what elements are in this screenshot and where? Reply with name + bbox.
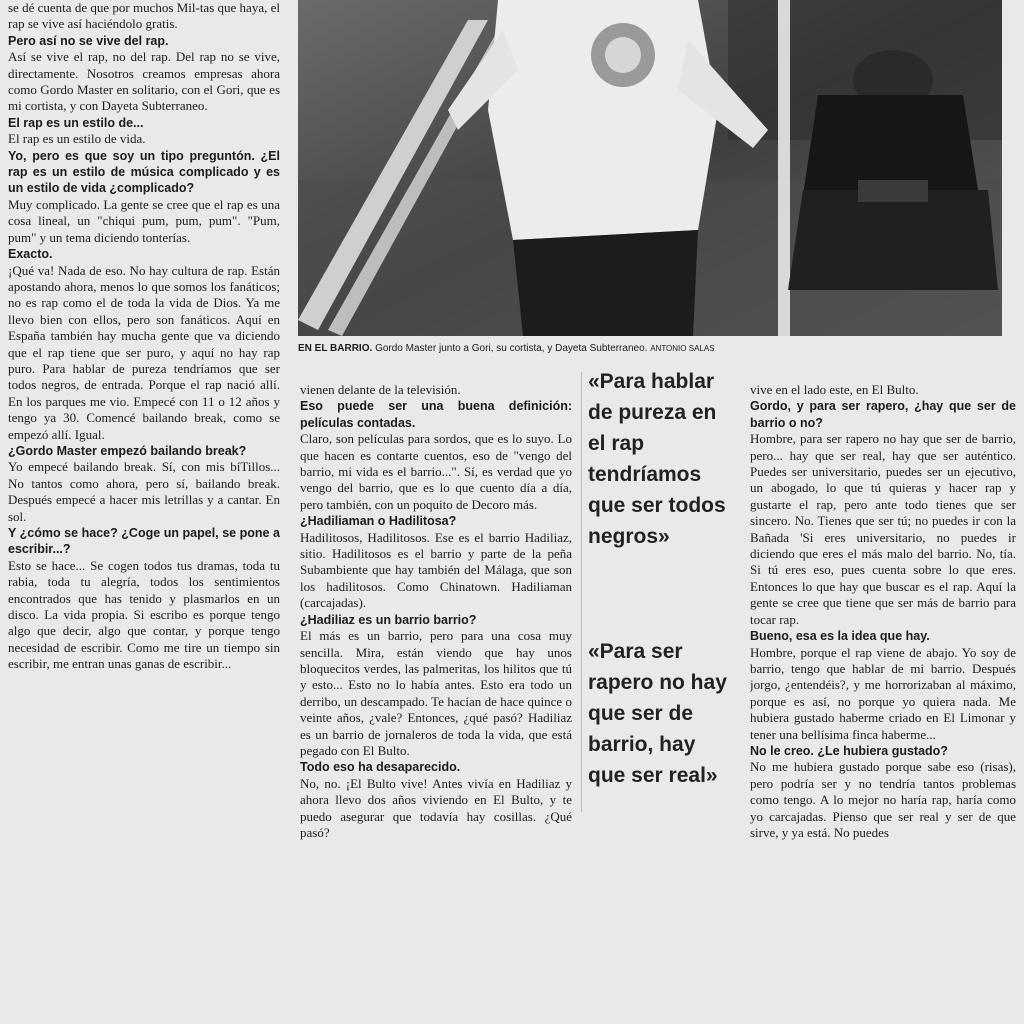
article-column-3 — [750, 382, 1016, 1024]
interview-question: Y ¿cómo se hace? ¿Coge un papel, se pone a escribir...? — [8, 526, 280, 557]
pull-quote-1: «Para hablar de pureza en el rap tendríamos que ser todos negros» — [588, 370, 726, 548]
interview-answer: se dé cuenta de que por muchos Mil-tas que haya, el rap se vive así haciéndolo gratis. — [8, 0, 280, 32]
article-column-1 — [8, 0, 280, 1024]
interview-answer: ¡Qué va! Nada de eso. No hay cultura de rap. Están apostando ahora, menos lo que somos los fanáticos; no es rap como el de toda la vida de Dios. Ya me llevo bien con ellos, pero son fanáticos. Aquí en España también hay mucha gente que va diciendo que el rap tiene que ser puro, y aquí no hay rap puro. Para hablar de pureza tendríamos que ser todos negros, de entrada. Porque el rap nació allí. En los parques me vio. Empecé con 11 o 12 años y tengo ya 30. Comencé bailando break, como se empezó allí. Igual. — [8, 262, 280, 442]
interview-question: Pero así no se vive del rap. — [8, 33, 169, 48]
photo-image — [298, 0, 1002, 336]
interview-answer: El rap es un estilo de vida. — [8, 131, 146, 147]
interview-question: Yo, pero es que soy un tipo preguntón. ¿El rap es un estilo de música complicado y es un estilo de vida ¿complicado? — [8, 148, 280, 196]
interview-answer: Esto se hace... Se cogen todos tus dramas, toda tu rabia, toda tu alegría, todos los sentimientos encontrados que has tenido y plasmarlos en un disco. La vida propia. Si escribo es porque tengo algo que decir, algo que contar, y porque tengo necesidad de escribir. Como me tire un tiempo sin escribir, me entran unas ganas de escribir... — [8, 557, 280, 672]
caption-head: EN EL BARRIO. — [298, 343, 373, 354]
caption-text: Gordo Master junto a Gori, su cortista, y Dayeta Subterraneo. — [375, 343, 648, 354]
interview-question: Eso puede ser una buena definición: películas contadas. — [300, 399, 572, 430]
interview-question: No le creo. ¿Le hubiera gustado? — [750, 743, 948, 758]
interview-answer: No me hubiera gustado porque sabe eso (risas), pero podría ser y no tendría tantos problemas como tengo. A lo mejor no haría rap, haría como yo carcajadas. Pienso que ser real y ser de que sirve, y ya está. No puedes — [750, 759, 1016, 840]
interview-question: El rap es un estilo de... — [8, 115, 144, 130]
interview-answer: Hombre, para ser rapero no hay que ser de barrio, pero... hay que ser real, hay que ser auténtico. Puedes ser universitario, puedes ser un ejecutivo, un abogado, lo que tú quieras y hacer rap y gustarte el rap, pero ante todo tienes que ser sincero. No. Tienes que ser tú; no puedes ir con la Bañada 'Si eres universitario, no puedes ir diciendo que eres el más malo del barrio. No, tía. Si tú eres eso, pues cuenta sobre lo que eres. Entonces lo que hay que buscar es el rap. Aquí la gente se cree que tiene que ser más de barrio para tocar rap. — [750, 431, 1016, 627]
article-column-2 — [300, 382, 572, 1024]
interview-answer: vienen delante de la televisión. — [300, 382, 461, 397]
interview-answer: No, no. ¡El Bulto vive! Antes vivía en Hadiliaz y ahora llevo dos años viviendo en El Bulto, y te puedo asegurar que todavía hay cosillas. ¿Qué pasó? — [300, 775, 572, 840]
caption-credit: ANTONIO SALAS — [650, 344, 715, 353]
interview-answer: Así se vive el rap, no del rap. Del rap no se vive, directamente. Nosotros creamos empresas ahora como Gordo Master en solitario, con el Gori, que es mi cortista, y con Dayeta Subterraneo. — [8, 49, 280, 114]
interview-answer: Hadilitosos, Hadilitosos. Ese es el barrio Hadiliaz, sitio. Hadilitosos es el barrio y parte de la peña Subambiente que hay también del Málaga, que son los hadilitosos. Como Chinatown. Hadiliaman (carcajadas). — [300, 529, 572, 611]
interview-question: Bueno, esa es la idea que hay. — [750, 629, 930, 644]
interview-question: Todo eso ha desaparecido. — [300, 760, 461, 775]
photo-caption — [298, 342, 1002, 356]
interview-question: ¿Gordo Master empezó bailando break? — [8, 443, 247, 458]
interview-question: Exacto. — [8, 247, 53, 262]
pull-quote-2: «Para ser rapero no hay que ser de barrio, hay que ser real» — [588, 640, 727, 787]
interview-answer: Yo empecé bailando break. Sí, con mis bíTillos... No tantos como ahora, pero sí, bailando break. Después empecé a hacer mis letrillas y a cantar. En sol. — [8, 459, 280, 524]
interview-answer: vive en el lado este, en El Bulto. — [750, 382, 919, 397]
interview-question: ¿Hadiliaz es un barrio barrio? — [300, 612, 477, 627]
interview-answer: Claro, son películas para sordos, que es lo suyo. Lo que hacen es contarte cuentos, eso de "vengo del barrio, mi vida es el barrio...". Sí, es verdad que yo vengo del barrio, que es lo que cuento día a día, pero también, con un poquito de Decoro más. — [300, 431, 572, 512]
interview-answer: El más es un barrio, pero para una cosa muy sencilla. Mira, están viendo que hay unos bloquecitos verdes, las palmeritas, los hilitos que tú y esto... Esto no lo había antes. Esto era todo un derribo, un descampado. Te hacían de hace quince o veinte años, ¿vale? Entonces, ¿qué pasó? Hadiliaz es un barrio de jornaleros de toda la vida, que está pegado con El Bulto. — [300, 628, 572, 758]
interview-question: ¿Hadiliaman o Hadilitosa? — [300, 514, 457, 529]
column-divider — [581, 372, 582, 812]
interview-question: Gordo, y para ser rapero, ¿hay que ser de barrio o no? — [750, 399, 1016, 430]
interview-answer: Muy complicado. La gente se cree que el rap es una cosa lineal, un "chiqui pum, pum, pum". "Pum, pum" y un tema diciendo tonterías. — [8, 196, 280, 245]
interview-answer: Hombre, porque el rap viene de abajo. Yo soy de barrio, tengo que hablar de mi barrio. Después jorgo, ¿entendéis?, y me horrorizaban al máximo, porque es así, no porque yo quiera nada. Me hubiera gustado haberme criado en El Limonar y tener una bellísima finca haberme... — [750, 644, 1016, 742]
article-photo — [298, 0, 1002, 336]
